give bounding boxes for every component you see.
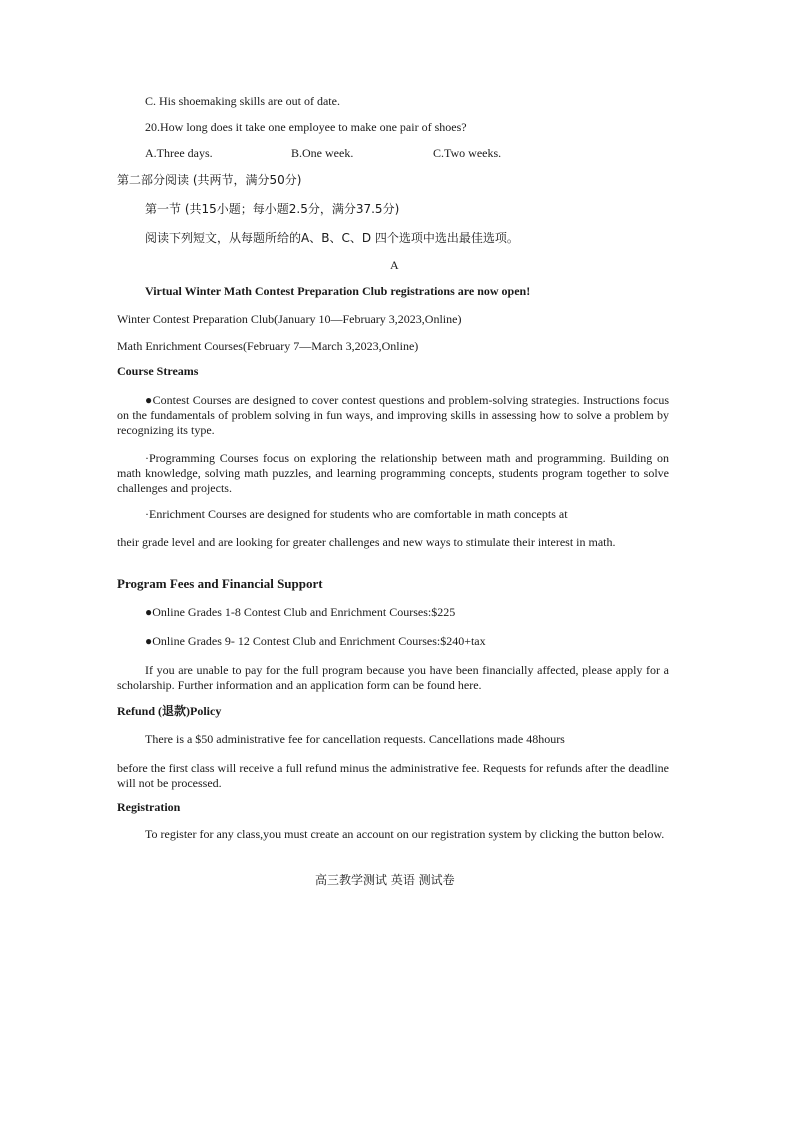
section-one-heading: 第一节 (共15小题；每小题2.5分，满分37.5分) <box>145 202 400 216</box>
part-two-heading: 第二部分阅读 (共两节，满分50分) <box>117 173 302 187</box>
question-20-option-a: A.Three days. <box>145 146 213 160</box>
programming-courses-paragraph: ·Programming Courses focus on exploring the relationship between math and programming. Building on math knowledge, solving math puzzles, and learning programming concepts, students program together to solve challenges and projects. <box>117 451 669 495</box>
program-fees-heading: Program Fees and Financial Support <box>117 576 323 591</box>
registration-paragraph: To register for any class,you must create an account on our registration system by clicking the button below. <box>145 827 665 841</box>
fee-grades-1-8: ●Online Grades 1-8 Contest Club and Enrichment Courses:$225 <box>145 605 456 619</box>
refund-line-2: before the first class will receive a full refund minus the administrative fee. Requests for refunds after the deadline will not be processed. <box>117 761 669 790</box>
passage-letter: A <box>390 258 399 272</box>
course-streams-heading: Course Streams <box>117 364 199 378</box>
refund-line-1: There is a $50 administrative fee for cancellation requests. Cancellations made 48hours <box>145 732 565 746</box>
question-20-option-b: B.One week. <box>291 146 354 160</box>
fee-grades-9-12: ●Online Grades 9- 12 Contest Club and Enrichment Courses:$240+tax <box>145 634 486 648</box>
question-20-option-c: C.Two weeks. <box>433 146 502 160</box>
enrichment-courses-line-1: ·Enrichment Courses are designed for students who are comfortable in math concepts at <box>145 507 568 521</box>
question-19-option-c: C. His shoemaking skills are out of date. <box>145 94 340 108</box>
club-dates-2: Math Enrichment Courses(February 7—March 3,2023,Online) <box>117 339 419 353</box>
enrichment-courses-line-2: their grade level and are looking for greater challenges and new ways to stimulate their interest in math. <box>117 535 616 549</box>
page-footer: 高三教学测试 英语 测试卷 <box>315 873 455 887</box>
passage-title: Virtual Winter Math Contest Preparation Club registrations are now open! <box>145 284 531 298</box>
reading-instruction: 阅读下列短文，从每题所给的A、B、C、D 四个选项中选出最佳选项。 <box>145 231 519 245</box>
scholarship-paragraph: If you are unable to pay for the full program because you have been financially affected, please apply for a scholarship. Further information and an application form can be found here. <box>117 663 669 692</box>
question-20-stem: 20.How long does it take one employee to make one pair of shoes? <box>145 120 467 134</box>
club-dates-1: Winter Contest Preparation Club(January 10—February 3,2023,Online) <box>117 312 462 326</box>
contest-courses-paragraph: ●Contest Courses are designed to cover contest questions and problem-solving strategies. Instructions focus on the fundamentals of problem solving in fun ways, and improving skills in assessing how to solve a problem by recognizing its type. <box>117 393 669 437</box>
refund-policy-heading: Refund (退款)Policy <box>117 704 222 718</box>
registration-heading: Registration <box>117 800 181 814</box>
